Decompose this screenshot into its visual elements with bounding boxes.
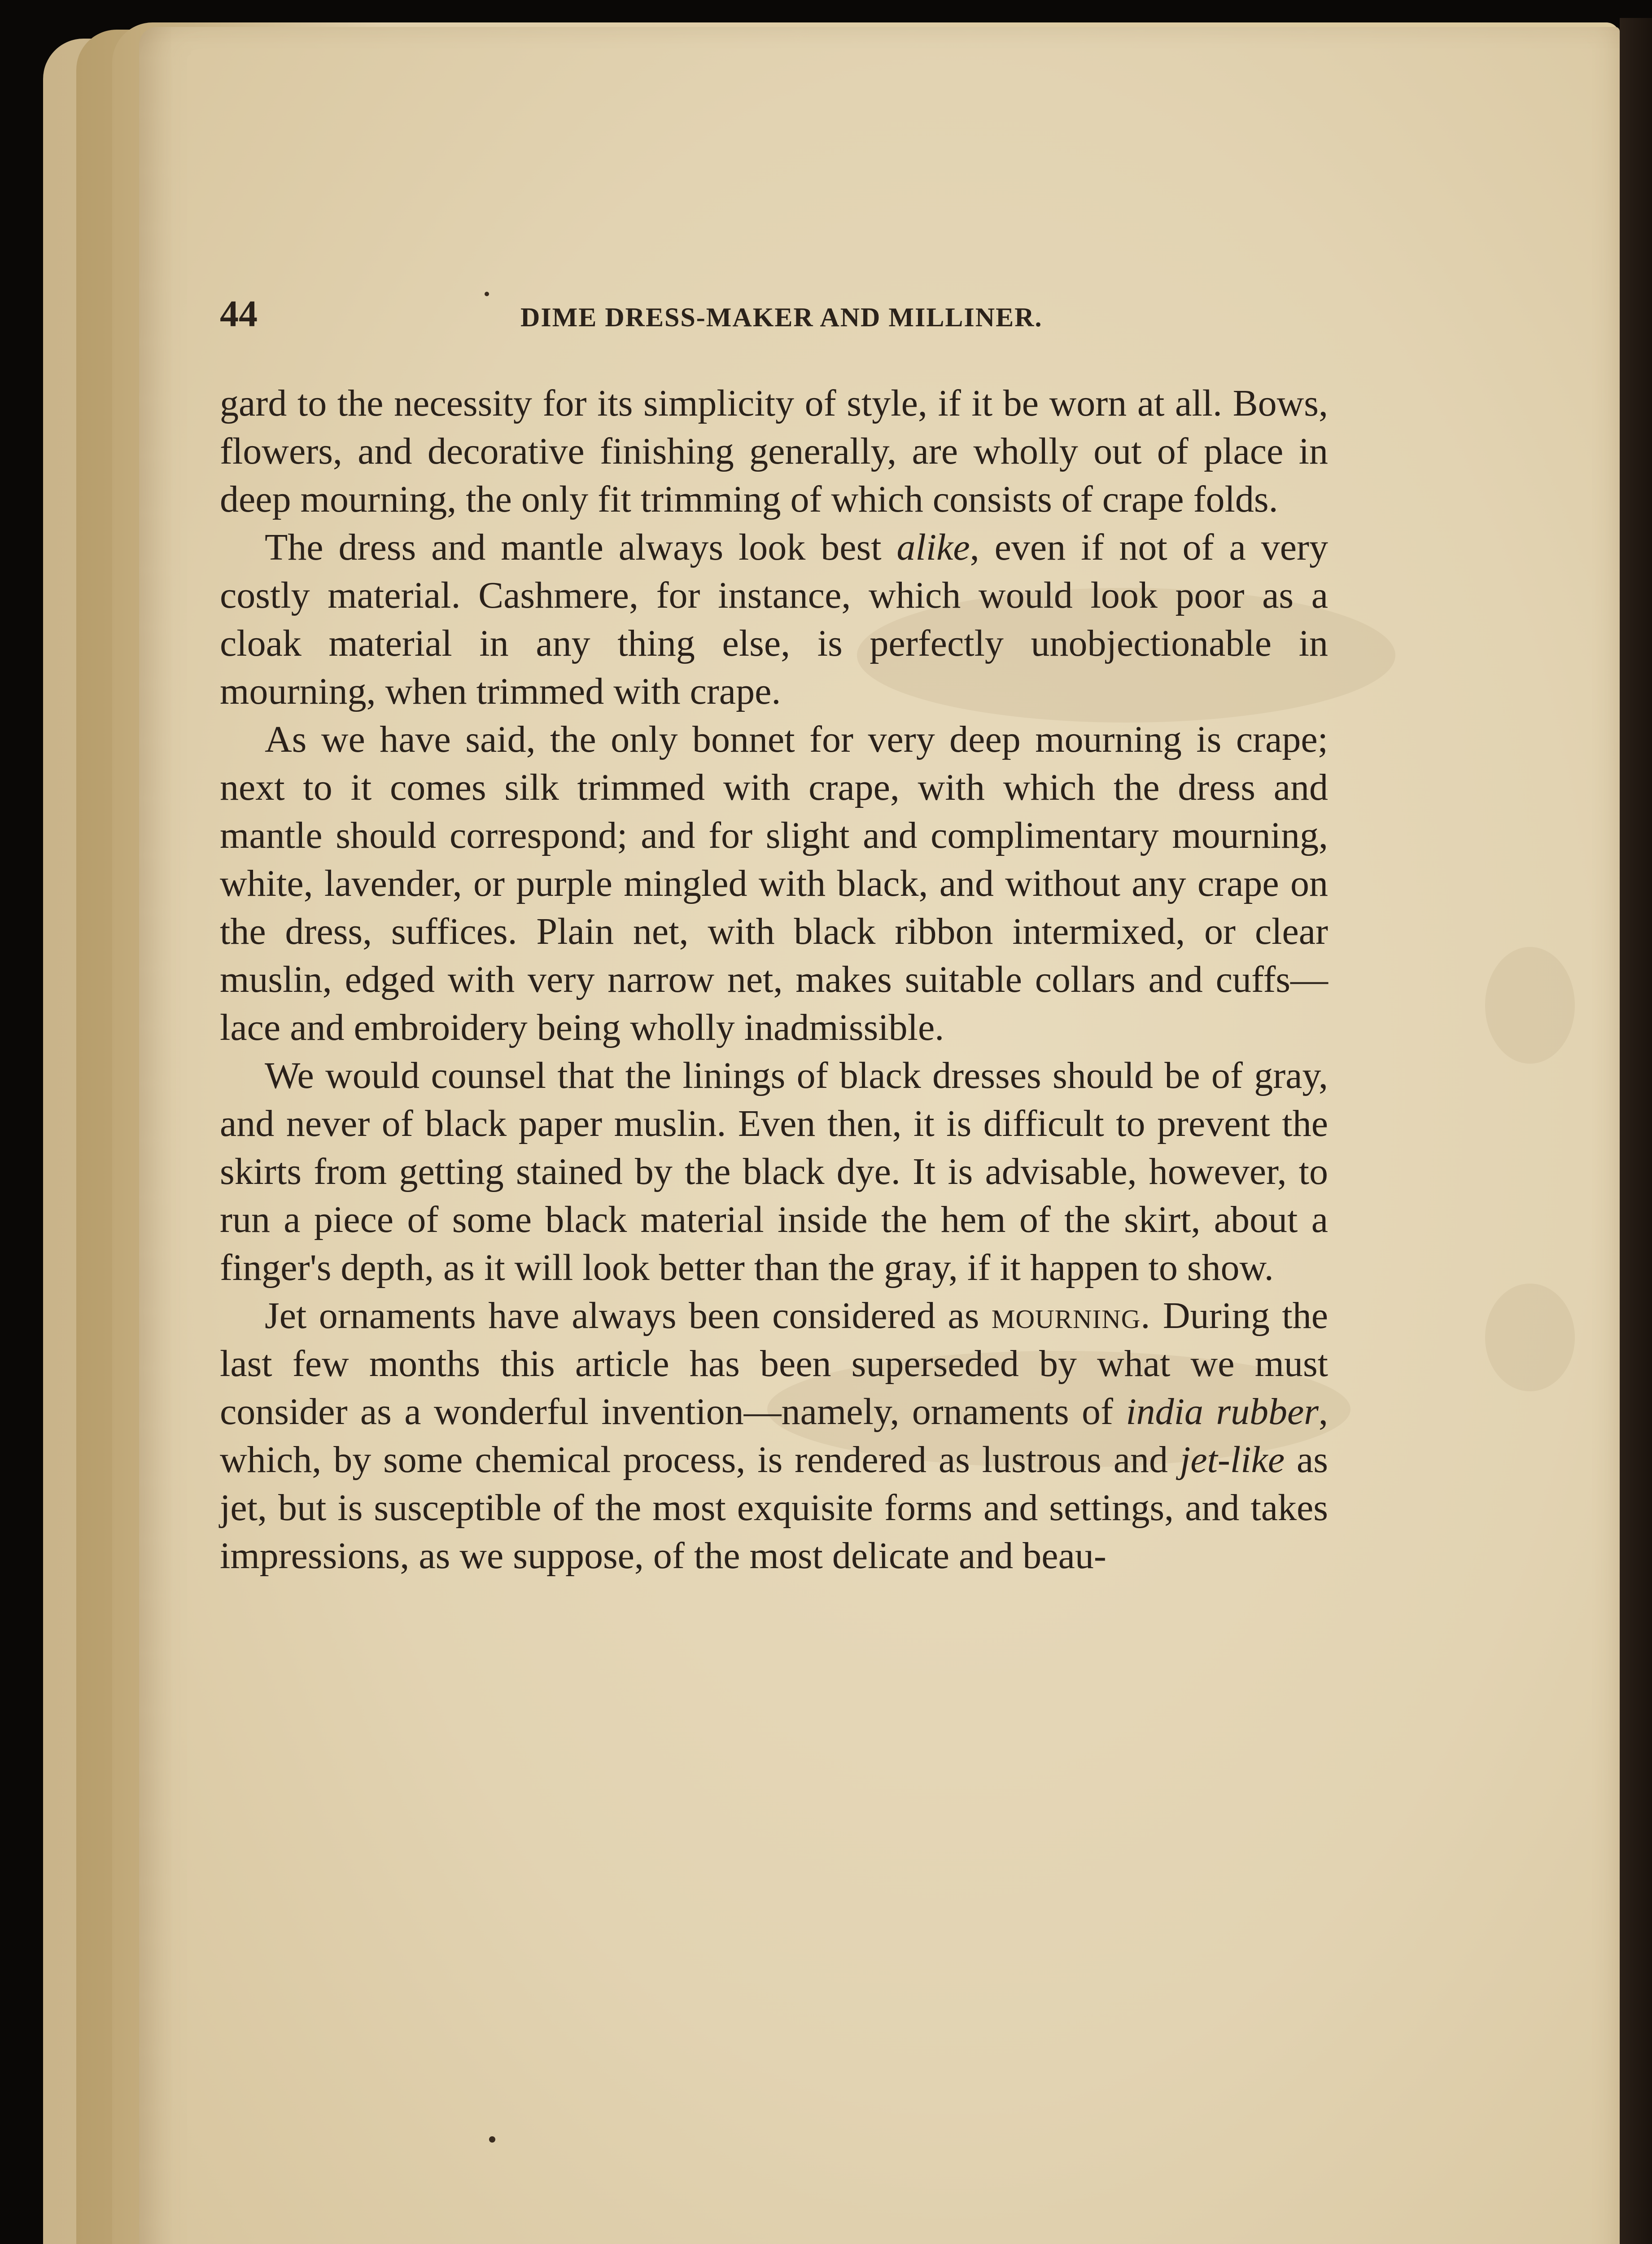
ink-speck bbox=[485, 292, 489, 296]
paper-crease bbox=[1485, 1284, 1575, 1391]
ink-speck bbox=[489, 2136, 495, 2143]
paragraph-4: We would counsel that the linings of black dresses should be of gray, and never of black paper muslin. Even then, it is difficult to prevent the skirts from getting stained by the black dye. It is advisable, however, to run a piece of some black material inside the hem of the skirt, about a finger's depth, as it will look better than the gray, if it happen to show. bbox=[220, 1055, 1328, 1289]
italic-alike: alike bbox=[896, 526, 970, 568]
paragraph-2-text: The dress and mantle always look best bbox=[265, 526, 897, 568]
paragraph-5 bbox=[220, 1292, 1328, 1580]
italic-jet-like: jet-like bbox=[1180, 1439, 1285, 1481]
italic-india-rubber: india rubber bbox=[1126, 1391, 1319, 1433]
paper-crease bbox=[1485, 947, 1575, 1064]
page-header bbox=[220, 287, 1328, 341]
paragraph-5-text-b: During the last few months this article has been superseded by what we must consider as a wonderful invention—namely, ornaments of bbox=[220, 1295, 1328, 1433]
paragraph-5-text-d: as jet, but is susceptible of the most exquisite forms and settings, and takes impressions, as we suppose, of the most delicate and beau- bbox=[220, 1439, 1328, 1577]
body-text bbox=[220, 379, 1328, 1580]
paragraph-5-text-c: , which, by some chemical process, is rendered as lustrous and bbox=[220, 1391, 1328, 1481]
paragraph-1: gard to the necessity for its simplicity of style, if it be worn at all. Bows, flowers, and decorative finishing generally, are wholly out of place in deep mourning, the only fit trimming of which consists of crape folds. bbox=[220, 382, 1328, 520]
book-binding bbox=[1620, 18, 1652, 2244]
paragraph-3: As we have said, the only bonnet for very deep mourning is crape; next to it comes silk trimmed with crape, with which the dress and mantle should correspond; and for slight and complimentary mourning, white, lavender, or purple mingled with black, and without any crape on the dress, suffices. Plain net, with black ribbon intermixed, or clear muslin, edged with very narrow net, makes suitable collars and cuffs—lace and embroidery being wholly inadmissible. bbox=[220, 719, 1328, 1048]
running-head: DIME DRESS-MAKER AND MILLINER. bbox=[520, 302, 1043, 332]
paragraph-2-text-cont: , even if not of a very costly material. Cashmere, for instance, which would look poor as a cloak material in any thing else, is perfectly unobjectionable in mourning, when trimmed with crape. bbox=[220, 526, 1328, 712]
paragraph-2 bbox=[220, 523, 1328, 715]
page-number: 44 bbox=[220, 293, 258, 335]
small-caps-mourning: mourning. bbox=[991, 1295, 1151, 1337]
paragraph-5-text: Jet ornaments have always been considered as bbox=[265, 1295, 992, 1337]
